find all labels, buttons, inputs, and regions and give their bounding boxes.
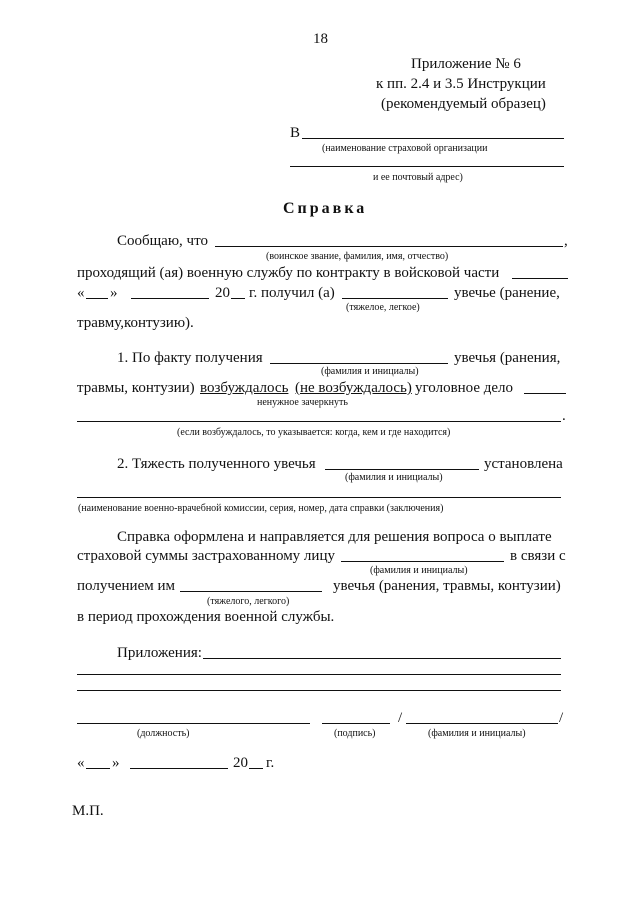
sign-day-field[interactable] xyxy=(86,768,110,769)
insured-name-field[interactable] xyxy=(341,561,504,562)
date-quote-close: » xyxy=(112,755,120,771)
intro-date-quote-open: « xyxy=(77,285,85,301)
item2-lead: 2. Тяжесть полученного увечья xyxy=(117,456,316,472)
closing-line3-end: увечья (ранения, травмы, контузии) xyxy=(333,578,561,594)
injury-month-field[interactable] xyxy=(131,298,209,299)
position-field[interactable] xyxy=(77,723,310,724)
injury-severity-caption: (тяжелое, легкое) xyxy=(346,302,420,313)
insurer-address-field[interactable] xyxy=(290,166,564,167)
strike-out-caption: ненужное зачеркнуть xyxy=(257,397,348,408)
sign-month-field[interactable] xyxy=(130,768,228,769)
signature-slash-left: / xyxy=(398,710,403,726)
date-year-suffix: г. xyxy=(266,755,275,771)
attachments-field-2[interactable] xyxy=(77,674,561,675)
item2-name-field[interactable] xyxy=(325,469,479,470)
intro-injury-tail: увечье (ранение, xyxy=(454,285,560,301)
appendix-reference: к пп. 2.4 и 3.5 Инструкции xyxy=(376,76,546,92)
item1-option-initiated: возбуждалось xyxy=(200,380,289,396)
attachments-field-3[interactable] xyxy=(77,690,561,691)
closing-severity-caption: (тяжелого, легкого) xyxy=(207,596,290,607)
military-unit-field[interactable] xyxy=(512,278,568,279)
item1-option-not-initiated: (не возбуждалось) xyxy=(295,380,412,396)
insured-name-caption: (фамилия и инициалы) xyxy=(370,565,468,576)
document-title: Справка xyxy=(283,200,368,217)
attachments-field-1[interactable] xyxy=(203,658,561,659)
intro-got-text: г. получил (а) xyxy=(249,285,335,301)
closing-line2-end: в связи с xyxy=(510,548,566,564)
page-number: 18 xyxy=(313,31,328,47)
date-quote-open: « xyxy=(77,755,85,771)
closing-line2-start: страховой суммы застрахованному лицу xyxy=(77,548,335,564)
appendix-title: Приложение № 6 xyxy=(411,56,521,72)
addressee-prefix: В xyxy=(290,125,301,141)
injury-year-field[interactable] xyxy=(231,298,245,299)
signatory-name-caption: (фамилия и инициалы) xyxy=(428,728,526,739)
case-details-field[interactable] xyxy=(77,421,561,422)
insurer-address-caption: и ее почтовый адрес) xyxy=(373,172,463,183)
item1-name-caption: (фамилия и инициалы) xyxy=(321,366,419,377)
serviceman-name-field[interactable] xyxy=(215,246,563,247)
signature-slash-right: / xyxy=(559,710,564,726)
item1-tail: увечья (ранения, xyxy=(454,350,561,366)
intro-date-quote-close: » xyxy=(110,285,118,301)
case-details-caption: (если возбуждалось, то указывается: когда, кем и где находится) xyxy=(177,427,451,438)
criminal-case-field[interactable] xyxy=(524,393,566,394)
sign-year-field[interactable] xyxy=(249,768,263,769)
signature-field[interactable] xyxy=(322,723,390,724)
item1-line2-end: уголовное дело xyxy=(415,380,514,396)
closing-line3-start: получением им xyxy=(77,578,175,594)
intro-line-trauma: травму,контузию). xyxy=(77,315,194,331)
item1-line2-start: травмы, контузии) xyxy=(77,380,195,396)
item2-tail: установлена xyxy=(484,456,563,472)
signature-caption: (подпись) xyxy=(334,728,376,739)
item1-name-field[interactable] xyxy=(270,363,448,364)
injury-severity-field[interactable] xyxy=(342,298,448,299)
closing-line1: Справка оформлена и направляется для решения вопроса о выплате xyxy=(117,529,552,545)
attachments-label: Приложения: xyxy=(117,645,202,661)
appendix-note: (рекомендуемый образец) xyxy=(381,96,546,112)
intro-lead: Сообщаю, что xyxy=(117,233,208,249)
serviceman-name-caption: (воинское звание, фамилия, имя, отчество) xyxy=(266,251,449,262)
case-details-period: . xyxy=(562,408,566,424)
intro-comma: , xyxy=(564,233,568,249)
closing-severity-field[interactable] xyxy=(180,591,322,592)
item1-lead: 1. По факту получения xyxy=(117,350,263,366)
intro-line-unit: проходящий (ая) военную службу по контракту в войсковой части xyxy=(77,265,500,281)
insurer-name-field[interactable] xyxy=(302,138,564,139)
date-year-prefix: 20 xyxy=(233,755,248,771)
intro-year-prefix: 20 xyxy=(215,285,230,301)
item2-name-caption: (фамилия и инициалы) xyxy=(345,472,443,483)
insurer-name-caption: (наименование страховой организации xyxy=(322,143,488,154)
commission-field[interactable] xyxy=(77,497,561,498)
commission-caption: (наименование военно-врачебной комиссии, серия, номер, дата справки (заключения) xyxy=(78,503,444,514)
closing-line4: в период прохождения военной службы. xyxy=(77,609,335,625)
injury-day-field[interactable] xyxy=(86,298,108,299)
signatory-name-field[interactable] xyxy=(406,723,558,724)
stamp-place-label: М.П. xyxy=(72,803,104,819)
position-caption: (должность) xyxy=(137,728,190,739)
